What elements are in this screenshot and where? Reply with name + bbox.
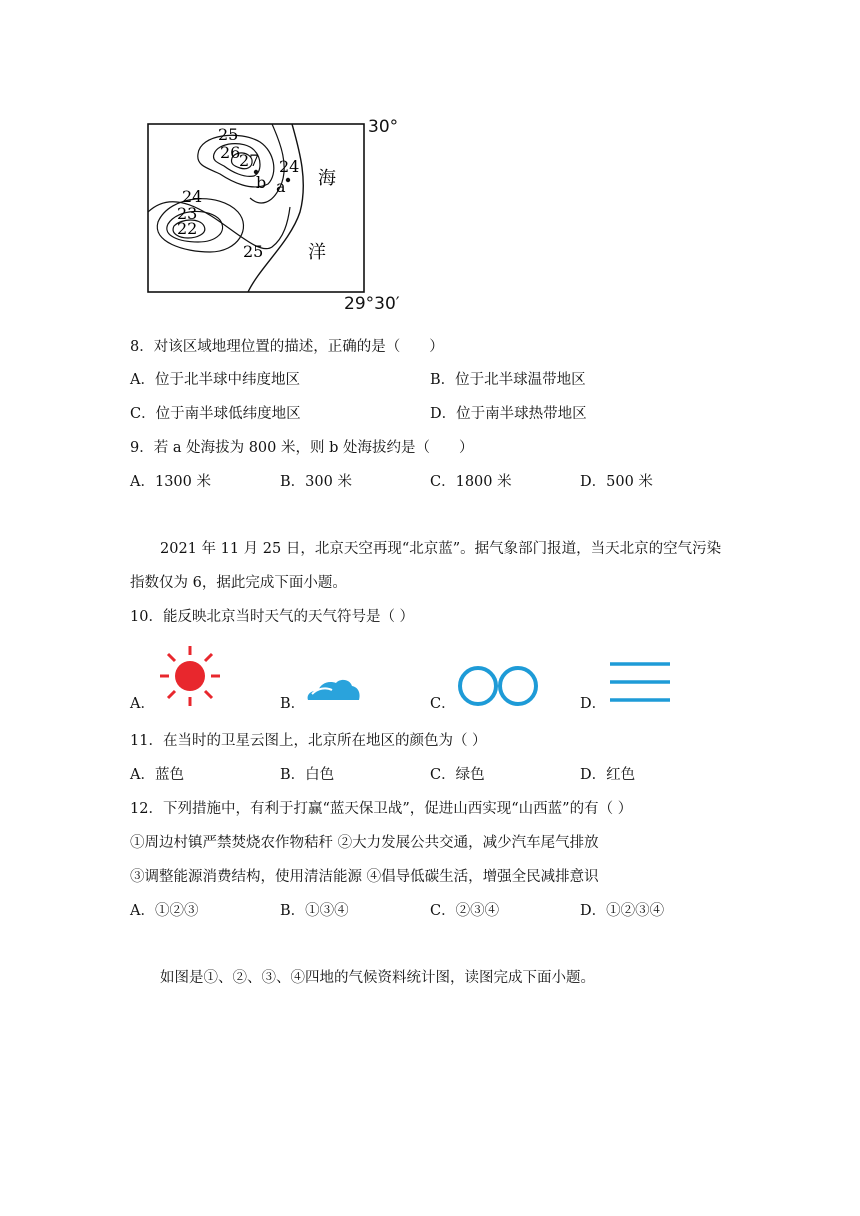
q12-option-d[interactable]: D．①②③④	[580, 903, 665, 919]
q10-option-d[interactable]: D．	[580, 696, 607, 712]
q8-option-c[interactable]: C．位于南半球低纬度地区	[130, 406, 301, 422]
q8-option-b[interactable]: B．位于北半球温带地区	[430, 372, 586, 388]
q10-stem: 10．能反映北京当时天气的天气符号是（ ）	[130, 609, 415, 625]
q9-option-b[interactable]: B．300 米	[280, 474, 352, 490]
q12-option-b[interactable]: B．①③④	[280, 903, 349, 919]
q8-option-d[interactable]: D．位于南半球热带地区	[430, 406, 587, 422]
q8-stem: 8．对该区域地理位置的描述，正确的是（ ）	[130, 339, 444, 355]
contour-label: 25	[243, 242, 264, 261]
q11-stem: 11．在当时的卫星云图上，北京所在地区的颜色为（ ）	[130, 733, 487, 749]
q12-stem: 12．下列措施中，有利于打赢“蓝天保卫战”，促进山西实现“山西蓝”的有（ ）	[130, 801, 633, 817]
point-a-dot	[286, 178, 290, 182]
contour-24-lower	[157, 199, 243, 252]
latitude-top-label: 30°	[368, 117, 399, 137]
point-b-label: b	[256, 173, 267, 192]
q10-option-a[interactable]: A．	[130, 696, 155, 712]
q8-option-a[interactable]: A．位于北半球中纬度地区	[130, 372, 300, 388]
sun-icon[interactable]	[157, 643, 223, 713]
q9-option-a[interactable]: A．1300 米	[130, 474, 211, 490]
point-a-label: a	[276, 177, 286, 196]
q11-option-d[interactable]: D．红色	[580, 767, 636, 783]
sea-label-1: 海	[318, 168, 336, 189]
contour-label: 22	[177, 219, 198, 238]
q12-option-a[interactable]: A．①②③	[130, 903, 199, 919]
contour-label: 24	[279, 157, 300, 176]
contour-label: 24	[182, 187, 203, 206]
q12-statements-line-1: ①周边村镇严禁焚烧农作物秸秆 ②大力发展公共交通，减少汽车尾气排放	[130, 835, 599, 851]
q11-option-b[interactable]: B．白色	[280, 767, 335, 783]
coastline	[248, 124, 303, 292]
cloud-icon[interactable]	[304, 674, 362, 706]
q10-option-c[interactable]: C．	[430, 696, 456, 712]
q12-option-c[interactable]: C．②③④	[430, 903, 500, 919]
q11-option-a[interactable]: A．蓝色	[130, 767, 184, 783]
three-lines-icon[interactable]	[606, 656, 676, 712]
passage-1-line-1: 2021 年 11 月 25 日，北京天空再现“北京蓝”。据气象部门报道，当天北京的空气污染	[160, 541, 722, 557]
sea-label-2: 洋	[308, 242, 326, 263]
q11-option-c[interactable]: C．绿色	[430, 767, 485, 783]
latitude-bottom-label: 29°30′	[344, 294, 400, 314]
contour-label: 27	[239, 151, 260, 170]
q9-option-c[interactable]: C．1800 米	[430, 474, 512, 490]
q10-option-b[interactable]: B．	[280, 696, 306, 712]
passage-2-line-1: 如图是①、②、③、④四地的气候资料统计图，读图完成下面小题。	[160, 970, 595, 986]
contour-label: 23	[177, 204, 198, 223]
q12-statements-line-2: ③调整能源消费结构，使用清洁能源 ④倡导低碳生活，增强全民减排意识	[130, 869, 599, 885]
double-ring-icon[interactable]	[456, 662, 540, 714]
q9-stem: 9．若 a 处海拔为 800 米，则 b 处海拔约是（ ）	[130, 440, 474, 456]
contour-label: 25	[218, 125, 239, 144]
contour-label: 26	[220, 143, 241, 162]
contour-map	[140, 112, 410, 317]
q9-option-d[interactable]: D．500 米	[580, 474, 653, 490]
passage-1-line-2: 指数仅为 6，据此完成下面小题。	[130, 575, 347, 591]
contour-map-svg	[140, 112, 410, 317]
